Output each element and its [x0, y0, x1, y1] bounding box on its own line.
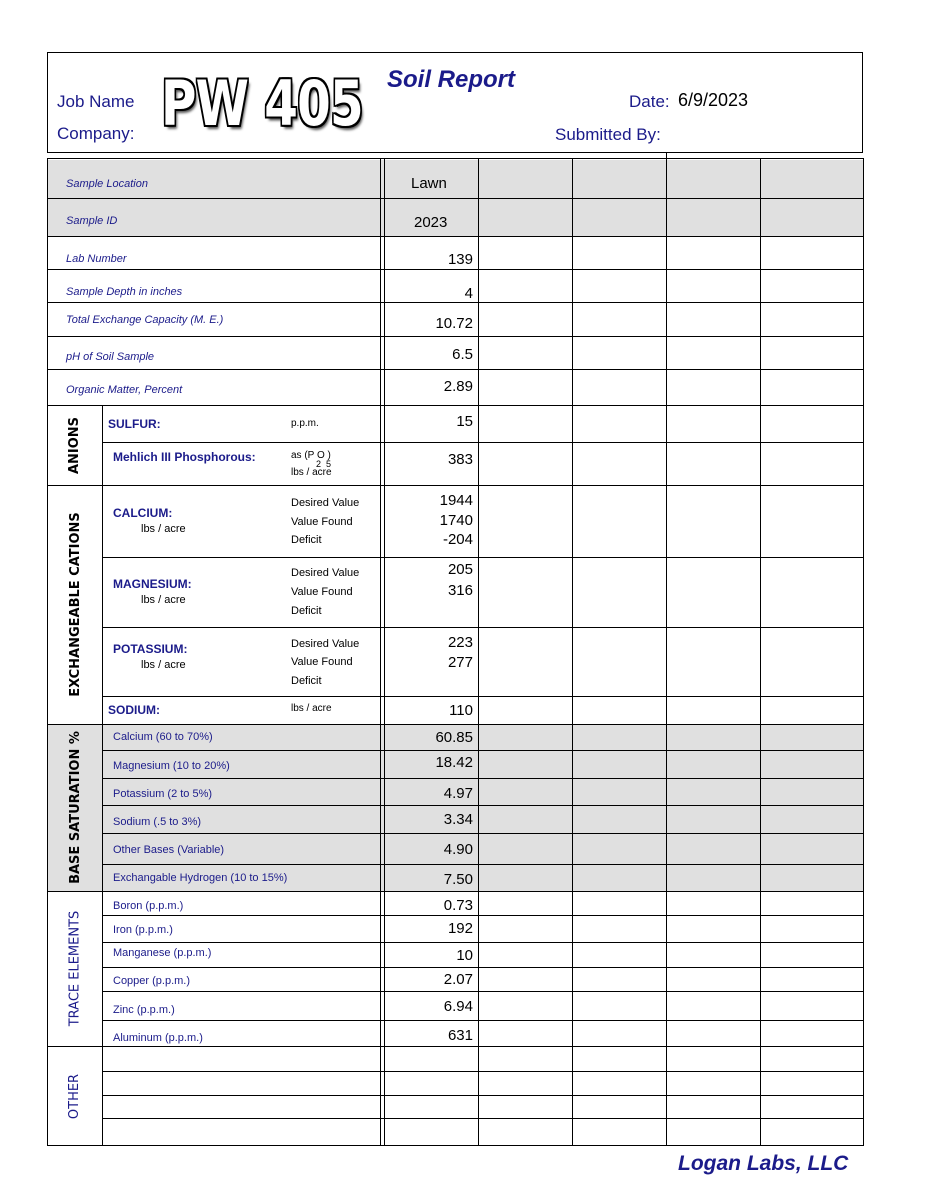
calcium-found-value: 1740: [439, 512, 473, 529]
sodium-unit: lbs / acre: [291, 703, 332, 714]
row-line: [102, 1020, 863, 1021]
sulfur-unit: p.p.m.: [291, 418, 319, 429]
magnesium-unit: lbs / acre: [141, 594, 186, 606]
magnesium-found-value: 316: [447, 582, 473, 599]
calcium-label: CALCIUM:: [113, 506, 173, 520]
col-divider: [760, 158, 761, 1146]
trace-value: 631: [447, 1027, 473, 1044]
magnesium-desired-label: Desired Value: [291, 567, 360, 579]
trace-label: Boron (p.p.m.): [113, 900, 184, 912]
calcium-found-label: Value Found: [291, 516, 353, 528]
cations-section: [48, 485, 102, 724]
tec-value: 10.72: [435, 315, 473, 332]
calcium-desired-value: 1944: [439, 492, 473, 509]
row-line: [102, 750, 863, 751]
potassium-found-value: 277: [447, 654, 473, 671]
trace-value: 2.07: [443, 971, 473, 988]
trace-label: Manganese (p.p.m.): [113, 947, 212, 959]
calcium-deficit-value: -204: [442, 531, 473, 548]
sample-id-label: Sample ID: [66, 215, 118, 227]
magnesium-label: MAGNESIUM:: [113, 577, 192, 591]
row-line: [48, 405, 863, 406]
phosphorous-unit-subscript: 2 5: [316, 459, 332, 469]
row-line: [102, 1095, 863, 1096]
trace-label: Iron (p.p.m.): [113, 924, 173, 936]
trace-value: 6.94: [443, 998, 473, 1015]
row-line: [102, 805, 863, 806]
trace-label: Zinc (p.p.m.): [113, 1004, 175, 1016]
anions-section: [48, 405, 102, 485]
job-name-value: PW 405: [161, 67, 363, 140]
sodium-label: SODIUM:: [108, 703, 160, 717]
phosphorous-unit-lbs: lbs / acre: [291, 467, 332, 478]
row-line: [48, 302, 863, 303]
sulfur-value: 15: [456, 413, 473, 430]
phosphorous-unit: as (P O ): [291, 450, 331, 461]
organic-matter-label: Organic Matter, Percent: [66, 384, 183, 396]
row-line: [48, 369, 863, 370]
lab-number-value: 139: [447, 251, 473, 268]
base-sat-label: Other Bases (Variable): [113, 844, 225, 856]
magnesium-deficit-label: Deficit: [291, 605, 322, 617]
row-line: [48, 485, 863, 486]
row-line: [102, 833, 863, 834]
row-line: [102, 1071, 863, 1072]
trace-elements-section-label: TRACE ELEMENTS: [67, 910, 83, 1027]
potassium-found-label: Value Found: [291, 656, 353, 668]
base-sat-value: 60.85: [435, 729, 473, 746]
organic-matter-value: 2.89: [443, 378, 473, 395]
anions-section-label: ANIONS: [67, 416, 83, 474]
other-section-label: OTHER: [67, 1073, 83, 1119]
trace-elements-section: [48, 891, 102, 1046]
section-divider: [102, 405, 103, 1146]
footer-company: Logan Labs, LLC: [678, 1152, 849, 1175]
magnesium-desired-value: 205: [447, 561, 473, 578]
ph-label: pH of Soil Sample: [66, 351, 155, 363]
row-line: [48, 1046, 863, 1047]
row-line: [102, 442, 863, 443]
base-sat-value: 4.90: [443, 841, 473, 858]
base-sat-label: Sodium (.5 to 3%): [113, 816, 202, 828]
row-line: [102, 915, 863, 916]
calcium-desired-label: Desired Value: [291, 497, 360, 509]
row-line: [102, 627, 863, 628]
potassium-unit: lbs / acre: [141, 659, 186, 671]
row-line: [102, 696, 863, 697]
base-sat-value: 3.34: [443, 811, 473, 828]
sample-depth-value: 4: [464, 285, 473, 302]
row-line: [102, 1118, 863, 1119]
magnesium-found-label: Value Found: [291, 586, 353, 598]
sample-location-label: Sample Location: [66, 178, 148, 190]
trace-value: 192: [447, 920, 473, 937]
company-label: Company:: [57, 124, 135, 143]
other-section: [48, 1046, 102, 1146]
sample-id-value: 2023: [414, 214, 448, 231]
base-saturation-section-label: BASE SATURATION %: [67, 731, 83, 884]
row-line: [102, 864, 863, 865]
row-line: [48, 336, 863, 337]
base-sat-value: 18.42: [435, 754, 473, 771]
potassium-desired-label: Desired Value: [291, 638, 360, 650]
row-line: [48, 236, 863, 237]
row-line: [102, 778, 863, 779]
row-line: [48, 198, 863, 199]
row-line: [48, 724, 863, 725]
lab-number-label: Lab Number: [66, 253, 127, 265]
calcium-unit: lbs / acre: [141, 523, 186, 535]
date-label: Date:: [629, 92, 670, 111]
row-line: [102, 557, 863, 558]
potassium-desired-value: 223: [447, 634, 473, 651]
phosphorous-label: Mehlich III Phosphorous:: [113, 450, 256, 464]
tec-label: Total Exchange Capacity (M. E.): [66, 314, 224, 326]
sample-depth-label: Sample Depth in inches: [66, 286, 183, 298]
trace-label: Copper (p.p.m.): [113, 975, 191, 987]
col-divider: [572, 158, 573, 1146]
base-sat-value: 4.97: [443, 785, 473, 802]
report-title: Soil Report: [387, 66, 516, 93]
sodium-value: 110: [449, 702, 473, 719]
row-line: [102, 991, 863, 992]
trace-label: Aluminum (p.p.m.): [113, 1032, 203, 1044]
base-sat-label: Exchangable Hydrogen (10 to 15%): [113, 872, 288, 884]
ph-value: 6.5: [452, 346, 473, 363]
job-name-label: Job Name: [57, 92, 135, 111]
trace-value: 0.73: [443, 897, 473, 914]
calcium-deficit-label: Deficit: [291, 534, 322, 546]
base-saturation-section: [48, 724, 102, 891]
cations-section-label: EXCHANGEABLE CATIONS: [67, 512, 83, 697]
col-divider: [380, 158, 381, 1146]
base-sat-value: 7.50: [443, 871, 473, 888]
base-sat-label: Calcium (60 to 70%): [113, 731, 213, 743]
date-value: 6/9/2023: [678, 90, 749, 110]
potassium-deficit-label: Deficit: [291, 675, 322, 687]
trace-value: 10: [456, 947, 473, 964]
row-line: [102, 942, 863, 943]
sample-location-value: Lawn: [411, 175, 447, 192]
potassium-label: POTASSIUM:: [113, 642, 188, 656]
base-sat-label: Potassium (2 to 5%): [113, 788, 213, 800]
phosphorous-value: 383: [447, 451, 473, 468]
row-line: [102, 967, 863, 968]
sulfur-label: SULFUR:: [108, 417, 161, 431]
col-divider: [478, 158, 479, 1146]
base-sat-label: Magnesium (10 to 20%): [113, 760, 230, 772]
submitted-by-label: Submitted By:: [555, 125, 661, 144]
row-line: [48, 269, 863, 270]
row-line: [48, 891, 863, 892]
